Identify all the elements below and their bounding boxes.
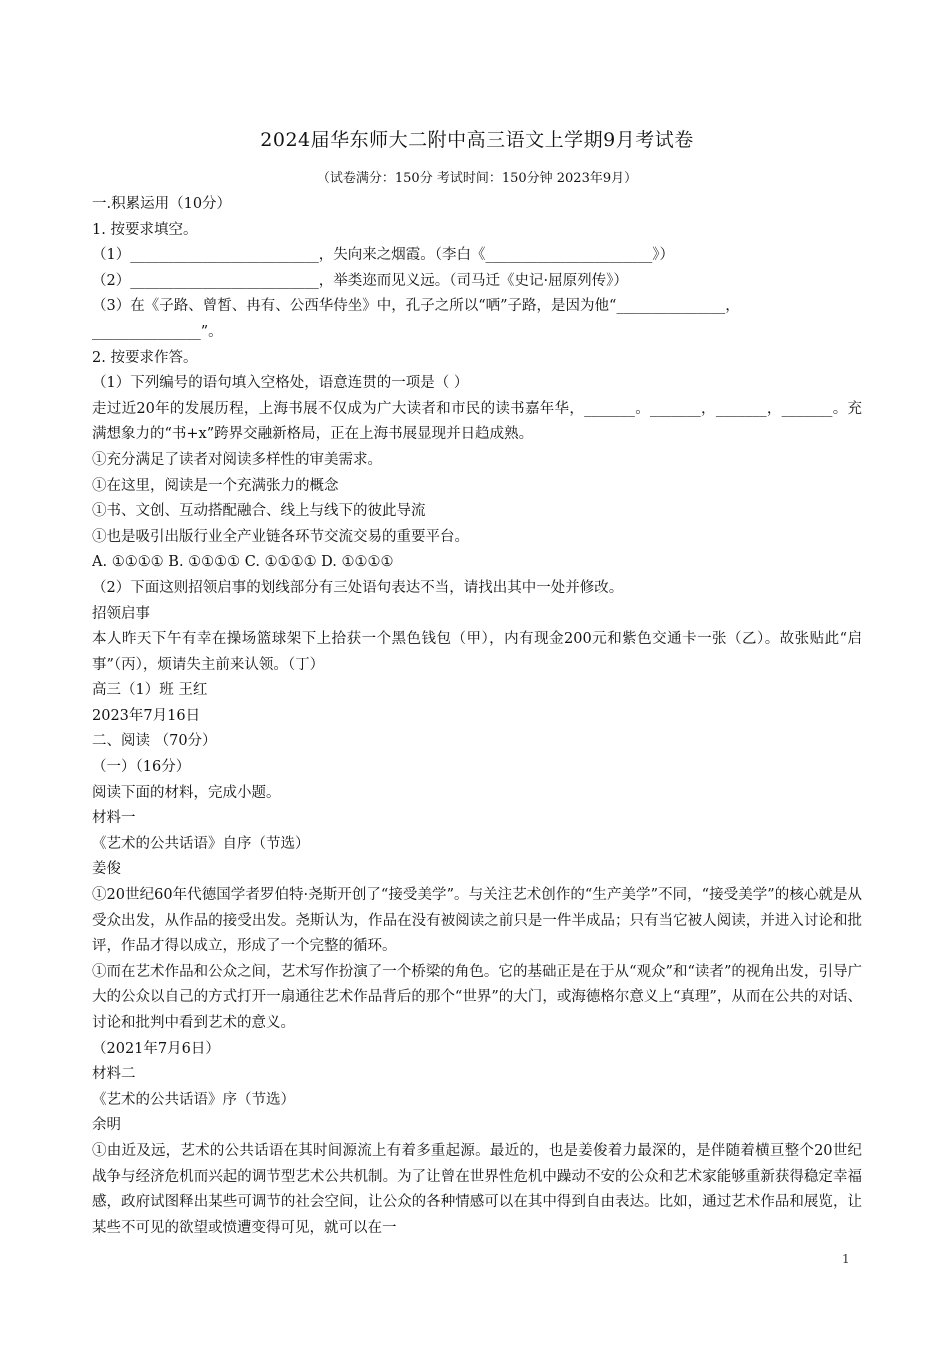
document-subtitle: （试卷满分：150分 考试时间：150分钟 2023年9月） [316,171,638,186]
text-line: 余明 [92,1117,121,1134]
text-line: ①也是吸引出版行业全产业链各环节交流交易的重要平台。 [92,528,469,545]
text-line: 姜俊 [92,861,121,878]
text-paragraph: 走过近20年的发展历程，上海书展不仅成为广大读者和市民的读书嘉年华，_______。_______，_______，_______。充满想象力的“书+x”跨界交融新格局，正在上海书展显现并日趋成熟。 [92,400,862,443]
text-line: （一）（16分） [92,759,191,776]
text-line: （1）__________________________，失向来之烟霞。（李白《_______________________》） [92,247,674,264]
text-paragraph: ①由近及远，艺术的公共话语在其时间源流上有着多重起源。最近的，也是姜俊着力最深的，是伴随着横亘整个20世纪战争与经济危机而兴起的调节型艺术公共机制。为了让曾在世界性危机中躁动不安的公众和艺术家能够重新获得稳定幸福感，政府试图释出某些可调节的社会空间，让公众的各种情感可以在其中得到自由表达。比如，通过艺术作品和展览，让某些不可见的欲望或愤遭变得可见，就可以在一 [92,1142,862,1236]
text-line: 2023年7月16日 [92,707,201,724]
text-line: 一.积累运用（10分） [92,196,232,212]
text-paragraph: ①而在艺术作品和公众之间，艺术写作扮演了一个桥梁的角色。它的基础正是在于从“观众”和“读者”的视角出发，引导广大的公众以自己的方式打开一扇通往艺术作品背后的那个“世界”的大门，或海德格尔意义上“真理”，从而在公共的对话、讨论和批判中看到艺术的意义。 [92,963,862,1031]
text-line: ①在这里，阅读是一个充满张力的概念 [92,477,339,494]
text-line: （3）在《子路、曾皙、冉有、公西华侍坐》中，孔子之所以“哂”子路，是因为他“_______________， [92,298,740,315]
text-line: ①充分满足了读者对阅读多样性的审美需求。 [92,451,382,468]
text-line: （2021年7月6日） [92,1040,220,1057]
page-number: 1 [842,1252,850,1266]
text-line: A. ①①①① B. ①①①① C. ①①①① D. ①①①① [92,554,394,571]
text-paragraph: ①20世纪60年代德国学者罗伯特·尧斯开创了“接受美学”。与关注艺术创作的“生产美学”不同，“接受美学”的核心就是从受众出发，从作品的接受出发。尧斯认为，作品在没有被阅读之前只是一件半成品；只有当它被人阅读，并进入讨论和批评，作品才得以成立，形成了一个完整的循环。 [92,887,862,955]
text-line: （2）__________________________，举类迩而见义远。（司马迁《史记·屈原列传》） [92,272,628,289]
text-line: 《艺术的公共话语》序（节选） [92,1091,295,1108]
text-line: 材料二 [92,1066,136,1083]
text-line: 1. 按要求填空。 [92,221,198,238]
text-line: 二、阅读 （70分） [92,733,217,750]
text-paragraph: 本人昨天下午有幸在操场篮球架下上拾获一个黑色钱包（甲），内有现金200元和紫色交通卡一张（乙）。故张贴此“启事”（丙），烦请失主前来认领。（丁） [92,631,862,673]
text-line: 阅读下面的材料，完成小题。 [92,784,281,801]
text-line: 《艺术的公共话语》自序（节选） [92,835,310,852]
text-line: ①书、文创、互动搭配融合、线上与线下的彼此导流 [92,503,426,520]
text-line: _______________”。 [92,323,223,340]
exam-page [92,125,862,1241]
text-line: 2. 按要求作答。 [92,349,198,366]
text-line: （2）下面这则招领启事的划线部分有三处语句表达不当，请找出其中一处并修改。 [92,579,624,596]
text-line: 高三（1）班 王红 [92,682,208,699]
document-body [92,192,862,1241]
text-line: （1）下列编号的语句填入空格处，语意连贯的一项是（ ） [92,375,469,392]
text-line: 招领启事 [92,605,150,622]
document-title: 2024届华东师大二附中高三语文上学期9月考试卷 [260,129,694,151]
text-line: 材料一 [92,810,136,827]
